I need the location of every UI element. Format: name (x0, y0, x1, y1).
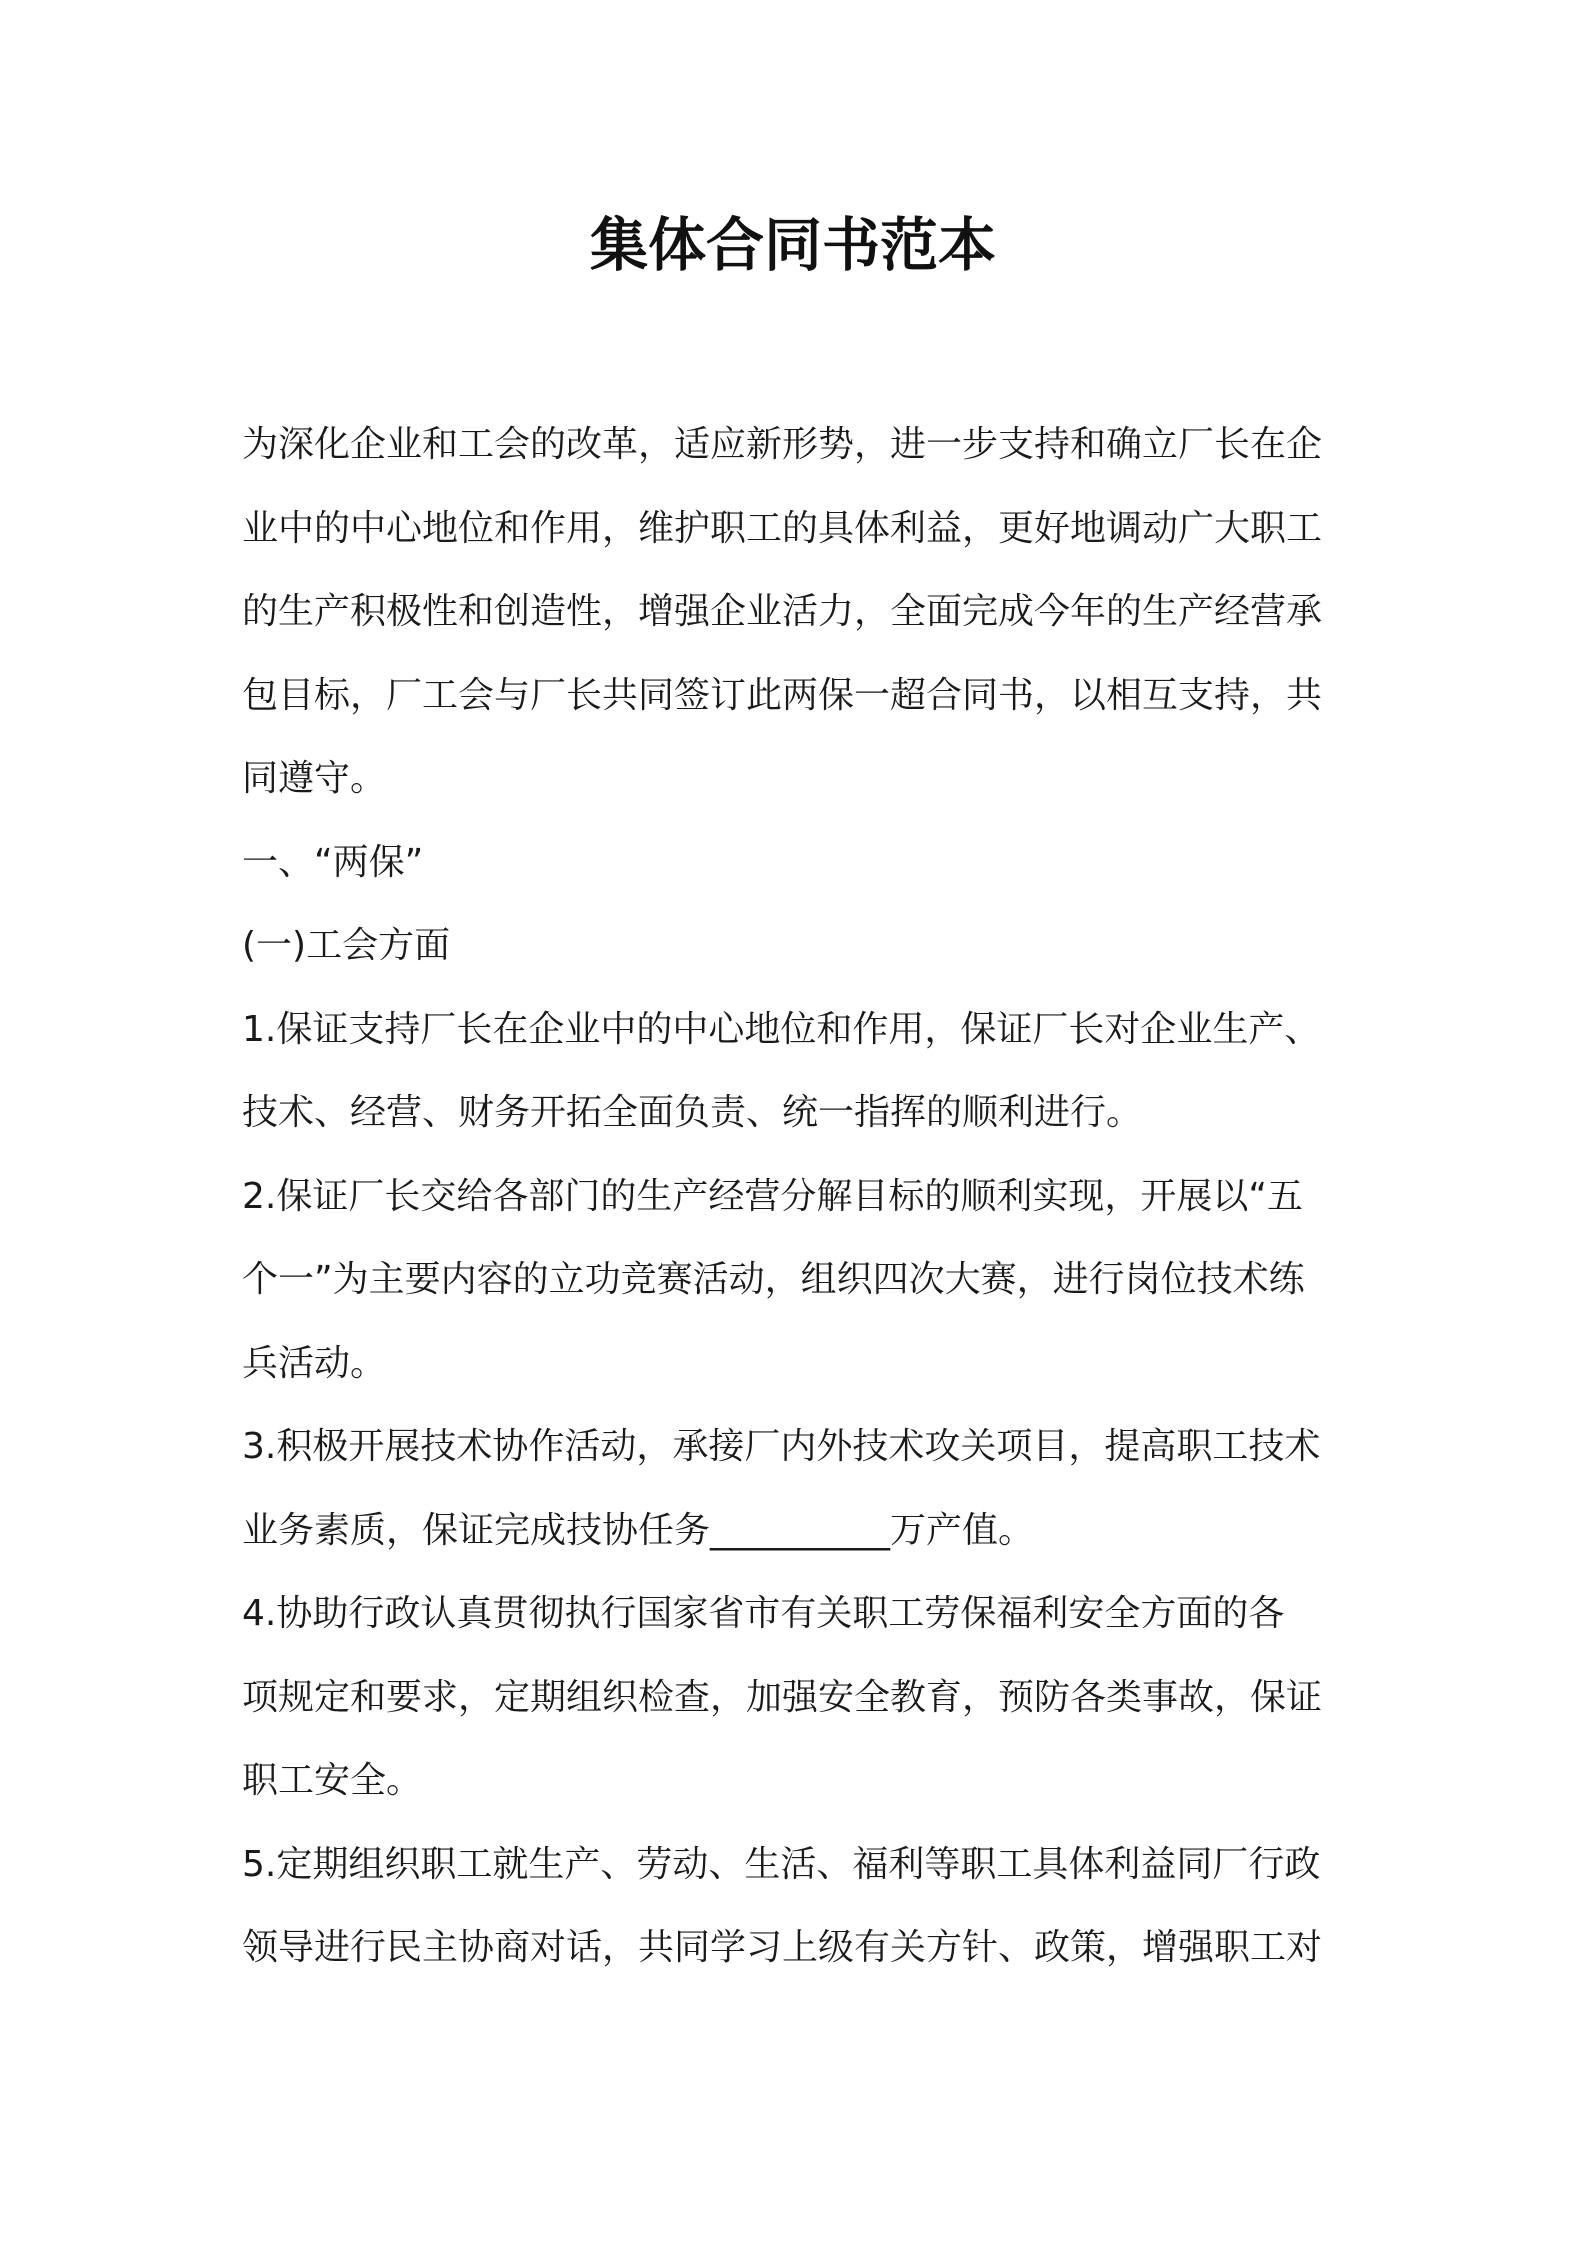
clause-5 (242, 1823, 1352, 1990)
text-line: 技术、经营、财务开拓全面负责、统一指挥的顺利进行。 (242, 1092, 1143, 1133)
text-line: 一、“两保” (242, 841, 424, 883)
section-heading (242, 821, 1352, 905)
text-line: 的生产积极性和创造性，增强企业活力，全面完成今年的生产经营承 (242, 591, 1323, 632)
text-line: (一)工会方面 (242, 925, 451, 966)
text-line: 5.定期组织职工就生产、劳动、生活、福利等职工具体利益同厂行政 (242, 1843, 1321, 1885)
text-line: 同遵守。 (242, 758, 387, 799)
text-line: 包目标，厂工会与厂长共同签订此两保一超合同书，以相互支持，共 (242, 674, 1323, 716)
subsection-heading (242, 904, 1352, 988)
clause-3 (242, 1405, 1352, 1572)
document-title: 集体合同书范本 (589, 211, 996, 279)
text-line: 为深化企业和工会的改革，适应新形势，进一步支持和确立厂长在企 (242, 424, 1323, 465)
text-line: 项规定和要求，定期组织检查，加强安全教育，预防各类事故，保证 (242, 1676, 1323, 1718)
clause-1 (242, 988, 1352, 1155)
text-line: 1.保证支持厂长在企业中的中心地位和作用，保证厂长对企业生产、 (242, 1008, 1321, 1050)
text-line: 3.积极开展技术协作活动，承接厂内外技术攻关项目，提高职工技术 (242, 1426, 1321, 1467)
text-line: 业中的中心地位和作用，维护职工的具体利益，更好地调动广大职工 (242, 507, 1323, 549)
text-line: 职工安全。 (242, 1760, 423, 1801)
document-body (242, 403, 1352, 1990)
paragraph-intro (242, 403, 1352, 821)
text-line: 业务素质，保证完成技协任务__________万产值。 (242, 1509, 1035, 1551)
text-line: 个一”为主要内容的立功竞赛活动，组织四次大赛，进行岗位技术练 (242, 1259, 1305, 1300)
clause-4 (242, 1572, 1352, 1823)
clause-2 (242, 1155, 1352, 1406)
text-line: 4.协助行政认真贯彻执行国家省市有关职工劳保福利安全方面的各 (242, 1593, 1285, 1634)
text-line: 兵活动。 (242, 1342, 387, 1384)
text-line: 2.保证厂长交给各部门的生产经营分解目标的顺利实现，开展以“五 (242, 1175, 1303, 1217)
text-line: 领导进行民主协商对话，共同学习上级有关方针、政策，增强职工对 (242, 1927, 1323, 1968)
